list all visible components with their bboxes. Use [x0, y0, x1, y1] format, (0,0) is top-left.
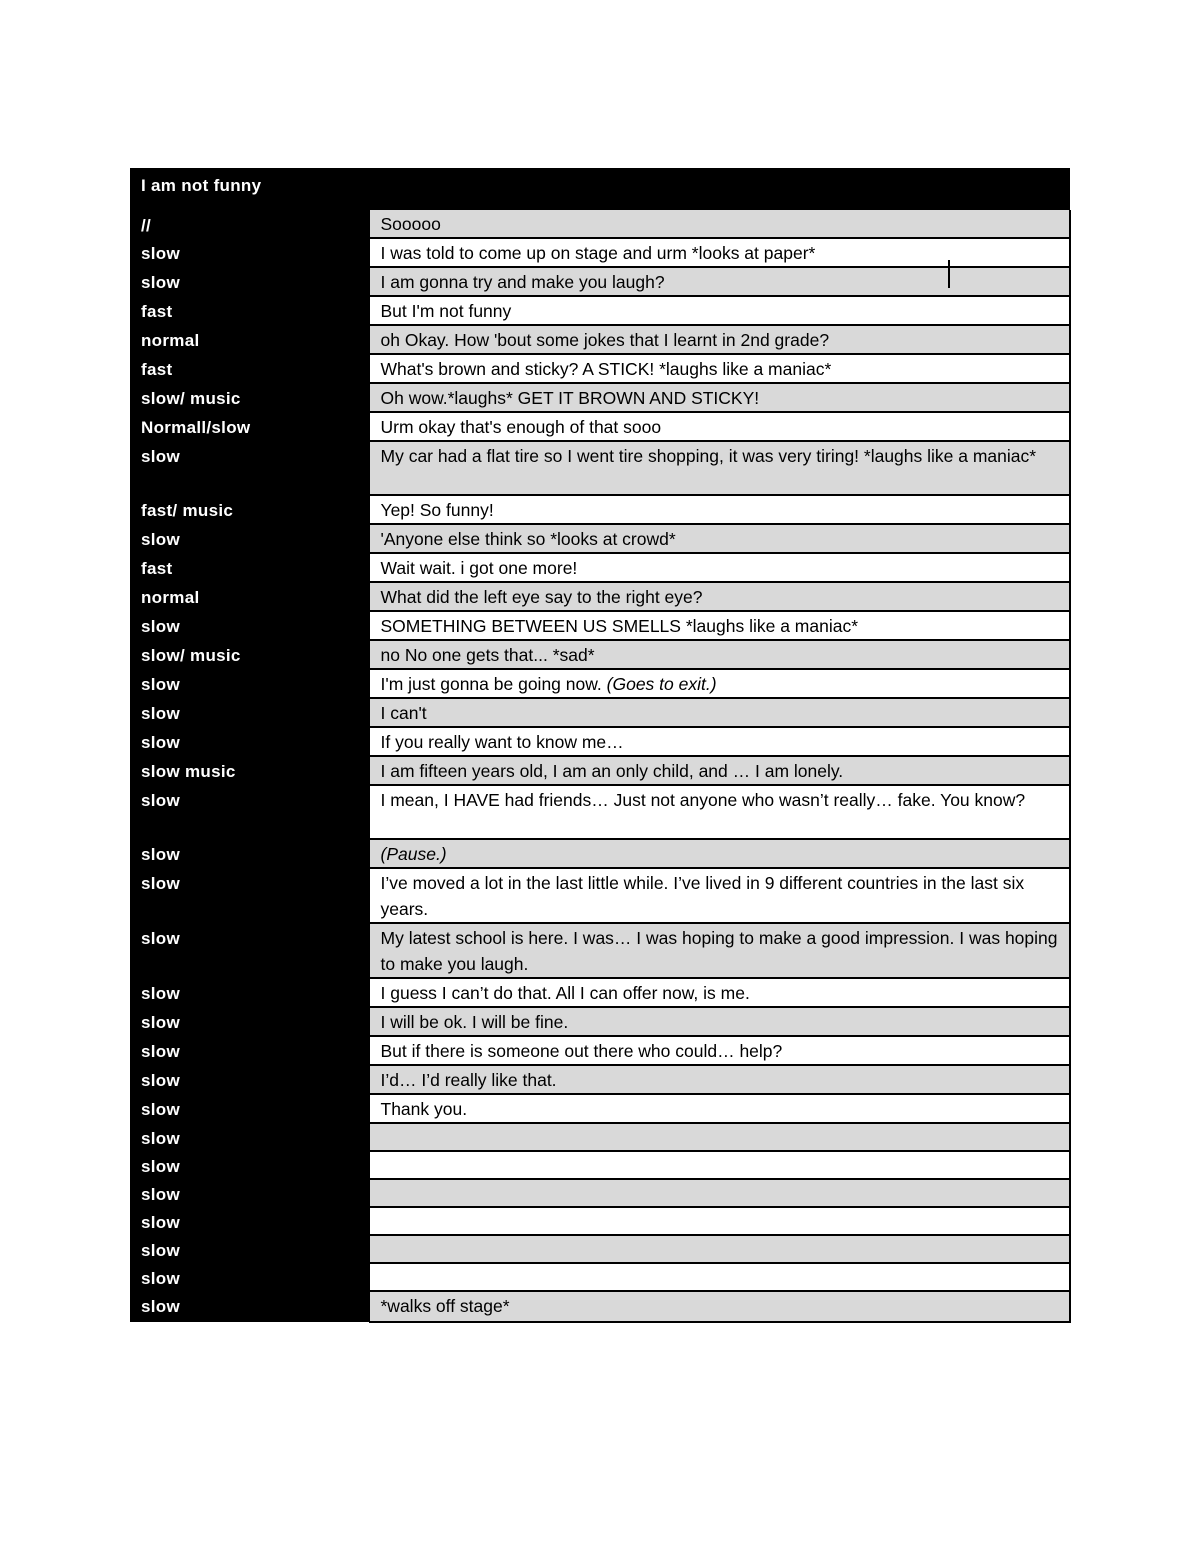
pace-cue: slow: [130, 978, 369, 1007]
script-title: I am not funny: [130, 168, 369, 210]
dialogue-text: I guess I can’t do that. All I can offer now, is me.: [380, 983, 750, 1003]
script-row: [130, 1007, 1070, 1036]
pace-cue: slow: [130, 1151, 369, 1179]
pace-cue: slow: [130, 785, 369, 839]
pace-cue: slow: [130, 1207, 369, 1235]
dialogue-text: Sooooo: [380, 214, 441, 234]
script-row: [130, 238, 1070, 267]
pace-cue: slow: [130, 669, 369, 698]
dialogue-text: Oh wow.*laughs* GET IT BROWN AND STICKY!: [380, 388, 760, 408]
script-row: [130, 923, 1070, 978]
pace-cue: slow: [130, 238, 369, 267]
dialogue-line: [369, 923, 1070, 978]
pace-cue: slow: [130, 611, 369, 640]
dialogue-line: [369, 1123, 1070, 1151]
pace-cue: Normall/slow: [130, 412, 369, 441]
dialogue-line: [369, 640, 1070, 669]
dialogue-text: But I'm not funny: [380, 301, 512, 321]
script-row: [130, 267, 1070, 296]
dialogue-line: [369, 412, 1070, 441]
pace-cue: slow/ music: [130, 640, 369, 669]
script-row: [130, 1065, 1070, 1094]
dialogue-line: [369, 553, 1070, 582]
pace-cue: slow: [130, 267, 369, 296]
pace-cue: slow: [130, 1007, 369, 1036]
dialogue-text: What's brown and sticky? A STICK! *laughs like a maniac*: [380, 359, 832, 379]
script-row: [130, 1151, 1070, 1179]
dialogue-text: I’ve moved a lot in the last little while. I’ve lived in 9 different countries in the last six years.: [380, 873, 1025, 919]
dialogue-line: [369, 1151, 1070, 1179]
dialogue-text: Wait wait. i got one more!: [380, 558, 578, 578]
pace-cue: fast: [130, 296, 369, 325]
script-row: [130, 698, 1070, 727]
script-row: [130, 582, 1070, 611]
script-row: [130, 1235, 1070, 1263]
pace-cue: slow: [130, 1291, 369, 1322]
script-row: [130, 1291, 1070, 1322]
pace-cue: fast/ music: [130, 495, 369, 524]
script-row: [130, 978, 1070, 1007]
script-row: [130, 524, 1070, 553]
script-row: [130, 785, 1070, 839]
pace-cue: slow: [130, 524, 369, 553]
dialogue-text: no No one gets that... *sad*: [380, 645, 595, 665]
script-row: [130, 839, 1070, 868]
script-row: [130, 441, 1070, 495]
dialogue-line: [369, 495, 1070, 524]
dialogue-line: [369, 383, 1070, 412]
script-row: [130, 1094, 1070, 1123]
dialogue-line: [369, 1207, 1070, 1235]
dialogue-line: [369, 354, 1070, 383]
script-row: [130, 1123, 1070, 1151]
script-row: [130, 383, 1070, 412]
dialogue-text: Thank you.: [380, 1099, 468, 1119]
dialogue-line: [369, 524, 1070, 553]
pace-cue: slow: [130, 1036, 369, 1065]
pace-cue: slow: [130, 1263, 369, 1291]
dialogue-text: I’d… I’d really like that.: [380, 1070, 557, 1090]
dialogue-line: [369, 296, 1070, 325]
dialogue-text: I will be ok. I will be fine.: [380, 1012, 569, 1032]
script-row: [130, 412, 1070, 441]
header-filler: [369, 168, 1070, 210]
dialogue-line: [369, 441, 1070, 495]
dialogue-text: I am gonna try and make you laugh?: [380, 272, 665, 292]
dialogue-line: [369, 1179, 1070, 1207]
pace-cue: slow: [130, 923, 369, 978]
dialogue-text: If you really want to know me…: [380, 732, 624, 752]
dialogue-line: [369, 727, 1070, 756]
dialogue-line: [369, 611, 1070, 640]
pace-cue: normal: [130, 325, 369, 354]
script-row: [130, 325, 1070, 354]
dialogue-text: My car had a flat tire so I went tire shopping, it was very tiring! *laughs like a maniac*: [380, 446, 1037, 466]
dialogue-line: [369, 978, 1070, 1007]
dialogue-line: [369, 582, 1070, 611]
pace-cue: slow: [130, 1094, 369, 1123]
script-row: [130, 669, 1070, 698]
dialogue-text: *walks off stage*: [380, 1296, 510, 1316]
stage-direction: (Goes to exit.): [606, 674, 717, 694]
pace-cue: slow: [130, 441, 369, 495]
script-row: [130, 553, 1070, 582]
script-row: [130, 1207, 1070, 1235]
script-row: [130, 727, 1070, 756]
cell-border-mark: [948, 260, 950, 288]
dialogue-line: [369, 267, 1070, 296]
script-row: [130, 868, 1070, 923]
script-row: [130, 354, 1070, 383]
dialogue-line: [369, 756, 1070, 785]
dialogue-text: I'm just gonna be going now.: [380, 674, 607, 694]
dialogue-line: [369, 698, 1070, 727]
dialogue-line: [369, 1235, 1070, 1263]
pace-cue: fast: [130, 354, 369, 383]
dialogue-line: [369, 1263, 1070, 1291]
pace-cue: //: [130, 210, 369, 238]
dialogue-text: I was told to come up on stage and urm *looks at paper*: [380, 243, 816, 263]
pace-cue: slow: [130, 1065, 369, 1094]
dialogue-text: I can't: [380, 703, 427, 723]
dialogue-line: [369, 1291, 1070, 1322]
stage-direction: (Pause.): [380, 844, 447, 864]
dialogue-line: [369, 325, 1070, 354]
header-row: [130, 168, 1070, 210]
dialogue-text: I mean, I HAVE had friends… Just not anyone who wasn’t really… fake. You know?: [380, 790, 1026, 810]
script-row: [130, 210, 1070, 238]
script-row: [130, 296, 1070, 325]
dialogue-line: [369, 669, 1070, 698]
dialogue-line: [369, 1036, 1070, 1065]
pace-cue: slow: [130, 727, 369, 756]
dialogue-line: [369, 839, 1070, 868]
dialogue-text: I am fifteen years old, I am an only child, and … I am lonely.: [380, 761, 844, 781]
dialogue-text: 'Anyone else think so *looks at crowd*: [380, 529, 676, 549]
script-table: [130, 168, 1071, 1323]
dialogue-line: [369, 1007, 1070, 1036]
dialogue-line: [369, 785, 1070, 839]
pace-cue: slow: [130, 868, 369, 923]
dialogue-text: Urm okay that's enough of that sooo: [380, 417, 662, 437]
dialogue-line: [369, 238, 1070, 267]
script-row: [130, 611, 1070, 640]
pace-cue: slow: [130, 839, 369, 868]
dialogue-text: Yep! So funny!: [380, 500, 494, 520]
dialogue-text: oh Okay. How 'bout some jokes that I learnt in 2nd grade?: [380, 330, 830, 350]
dialogue-text: What did the left eye say to the right eye?: [380, 587, 703, 607]
dialogue-line: [369, 868, 1070, 923]
script-row: [130, 756, 1070, 785]
script-row: [130, 1179, 1070, 1207]
script-row: [130, 640, 1070, 669]
pace-cue: slow: [130, 1235, 369, 1263]
dialogue-line: [369, 1065, 1070, 1094]
dialogue-line: [369, 210, 1070, 238]
dialogue-line: [369, 1094, 1070, 1123]
dialogue-text: SOMETHING BETWEEN US SMELLS *laughs like a maniac*: [380, 616, 859, 636]
dialogue-text: But if there is someone out there who could… help?: [380, 1041, 783, 1061]
script-row: [130, 1263, 1070, 1291]
pace-cue: slow music: [130, 756, 369, 785]
script-row: [130, 495, 1070, 524]
dialogue-text: My latest school is here. I was… I was hoping to make a good impression. I was hoping to make you laugh.: [380, 928, 1058, 974]
script-row: [130, 1036, 1070, 1065]
pace-cue: slow: [130, 1123, 369, 1151]
pace-cue: slow: [130, 698, 369, 727]
pace-cue: slow/ music: [130, 383, 369, 412]
pace-cue: slow: [130, 1179, 369, 1207]
pace-cue: normal: [130, 582, 369, 611]
pace-cue: fast: [130, 553, 369, 582]
